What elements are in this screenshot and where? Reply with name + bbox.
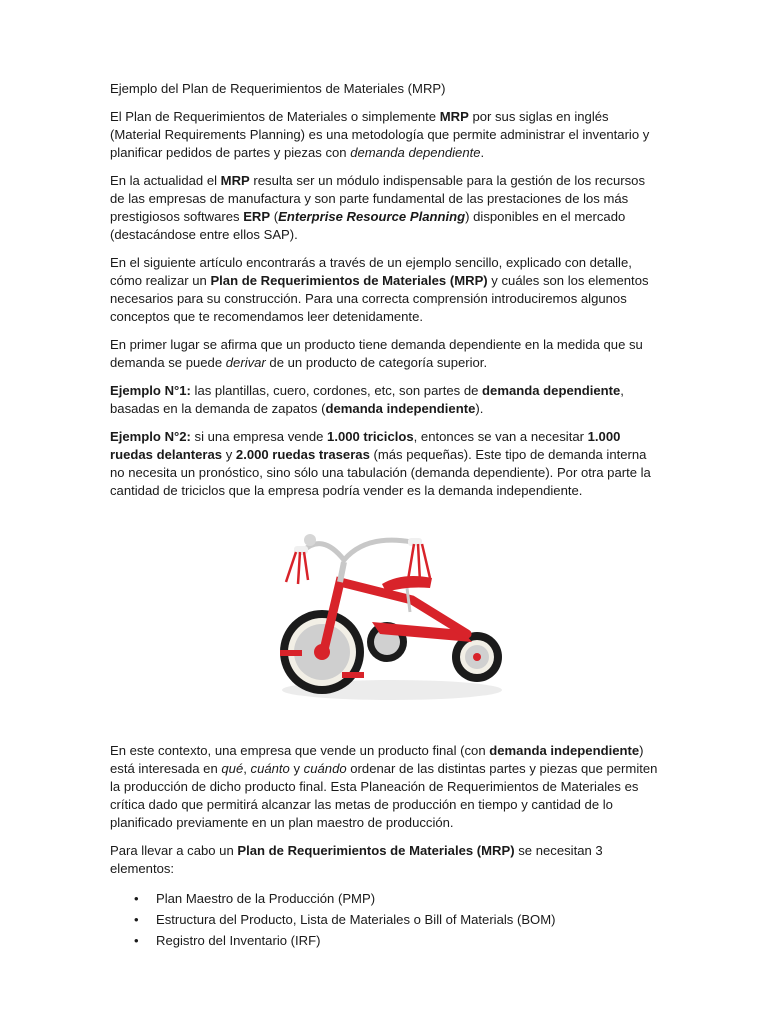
text-span: En este contexto, una empresa que vende un producto final (con bbox=[110, 743, 490, 758]
text-span: (más pequeñas). Este tipo de demanda interna no necesita un pronóstico, sino sólo una tabulación (demanda dependiente). Por otra parte la cantidad de triciclos que la empresa podría vender es la demanda independiente. bbox=[110, 447, 651, 498]
text-span: se necesitan 3 elementos: bbox=[110, 843, 603, 876]
paragraph-dependent-demand bbox=[110, 336, 660, 372]
text-span: En la actualidad el bbox=[110, 173, 221, 188]
text-span: y cuáles son los elementos necesarios para su construcción. Para una correcta comprensión introduciremos algunos conceptos que te recomendamos leer detenidamente. bbox=[110, 273, 649, 324]
bullet-icon: • bbox=[134, 891, 139, 906]
document-body-continued bbox=[110, 742, 660, 951]
list-item bbox=[110, 888, 660, 909]
text-span: En el siguiente artículo encontrarás a través de un ejemplo sencillo, explicado con detalle, cómo realizar un bbox=[110, 255, 632, 288]
list-item bbox=[110, 930, 660, 951]
text-span: El Plan de Requerimientos de Materiales o simplemente bbox=[110, 109, 440, 124]
text-span: las plantillas, cuero, cordones, etc, son partes de bbox=[190, 383, 483, 398]
italic-term: cuándo bbox=[303, 761, 347, 776]
example-2 bbox=[110, 428, 660, 500]
elements-list bbox=[110, 888, 660, 951]
example-1 bbox=[110, 382, 660, 418]
text-span: ) está interesada en bbox=[110, 743, 644, 776]
handlebar bbox=[302, 540, 412, 560]
pedal-left bbox=[280, 650, 302, 656]
text-span: , bbox=[243, 761, 251, 776]
document-body bbox=[110, 80, 660, 510]
text-span: ) disponibles en el mercado (destacándose entre ellos SAP). bbox=[110, 209, 626, 242]
text-span: ). bbox=[475, 401, 484, 416]
bold-term: 1.000 ruedas delanteras bbox=[110, 429, 621, 462]
italic-term: demanda dependiente bbox=[350, 145, 481, 160]
rear-hub bbox=[473, 653, 481, 661]
bold-term: Plan de Requerimientos de Materiales (MRP) bbox=[210, 273, 488, 288]
seat-post bbox=[407, 588, 410, 612]
tricycle-image bbox=[262, 522, 510, 712]
paragraph-elements bbox=[110, 842, 660, 878]
fork bbox=[340, 562, 344, 582]
pedal-right bbox=[342, 672, 364, 678]
text-span: si una empresa vende bbox=[190, 429, 328, 444]
text-span: por sus siglas en inglés (Material Requirements Planning) es una metodología que permite administrar el inventario y planificar pedidos de partes y piezas con bbox=[110, 109, 650, 160]
text-span: . bbox=[480, 145, 485, 160]
text-span: , entonces se van a necesitar bbox=[413, 429, 588, 444]
bold-term: demanda independiente bbox=[489, 743, 640, 758]
bell-icon bbox=[304, 534, 316, 546]
text-span: y bbox=[289, 761, 304, 776]
text-span: , basadas en la demanda de zapatos ( bbox=[110, 383, 624, 416]
bold-term: 2.000 ruedas traseras bbox=[235, 447, 370, 462]
text-span: ( bbox=[270, 209, 279, 224]
paragraph-context bbox=[110, 742, 660, 832]
bold-term: Plan de Requerimientos de Materiales (MRP) bbox=[237, 843, 515, 858]
bold-term: 1.000 triciclos bbox=[327, 429, 414, 444]
document-title: Ejemplo del Plan de Requerimientos de Materiales (MRP) bbox=[110, 81, 446, 96]
text-span: ordenar de las distintas partes y piezas que permiten la producción de dicho producto final. Esta Planeación de Requerimientos de Materiales es crítica dado que permitirá alcanzar las metas de producción en tiempo y cantidad de lo planificado previamente en un plan maestro de producción. bbox=[110, 761, 658, 830]
bold-italic-term: Enterprise Resource Planning bbox=[278, 209, 466, 224]
text-span: de un producto de categoría superior. bbox=[265, 355, 488, 370]
text-span: resulta ser un módulo indispensable para la gestión de los recursos de las empresas de manufactura y son parte fundamental de las prestaciones de los más prestigiosos softwares bbox=[110, 173, 645, 224]
text-span: y bbox=[222, 447, 236, 462]
bold-mrp: MRP bbox=[220, 173, 250, 188]
list-item-text: Estructura del Producto, Lista de Materiales o Bill of Materials (BOM) bbox=[156, 912, 556, 927]
italic-term: qué bbox=[221, 761, 244, 776]
italic-term: derivar bbox=[225, 355, 266, 370]
bullet-icon: • bbox=[134, 912, 139, 927]
example-label: Ejemplo N°2: bbox=[110, 429, 191, 444]
bold-term: demanda dependiente bbox=[482, 383, 621, 398]
paragraph-erp bbox=[110, 172, 660, 244]
bold-erp: ERP bbox=[243, 209, 271, 224]
paragraph-article bbox=[110, 254, 660, 326]
bold-mrp: MRP bbox=[439, 109, 469, 124]
list-item-text: Registro del Inventario (IRF) bbox=[156, 933, 321, 948]
paragraph-intro bbox=[110, 108, 660, 162]
tricycle-illustration bbox=[262, 522, 510, 712]
text-span: Para llevar a cabo un bbox=[110, 843, 238, 858]
list-item bbox=[110, 909, 660, 930]
example-label: Ejemplo N°1: bbox=[110, 383, 191, 398]
bold-term: demanda independiente bbox=[325, 401, 476, 416]
italic-term: cuánto bbox=[250, 761, 290, 776]
bullet-icon: • bbox=[134, 933, 139, 948]
list-item-text: Plan Maestro de la Producción (PMP) bbox=[156, 891, 376, 906]
left-streamers bbox=[286, 552, 308, 584]
text-span: En primer lugar se afirma que un producto tiene demanda dependiente en la medida que su demanda se puede bbox=[110, 337, 643, 370]
